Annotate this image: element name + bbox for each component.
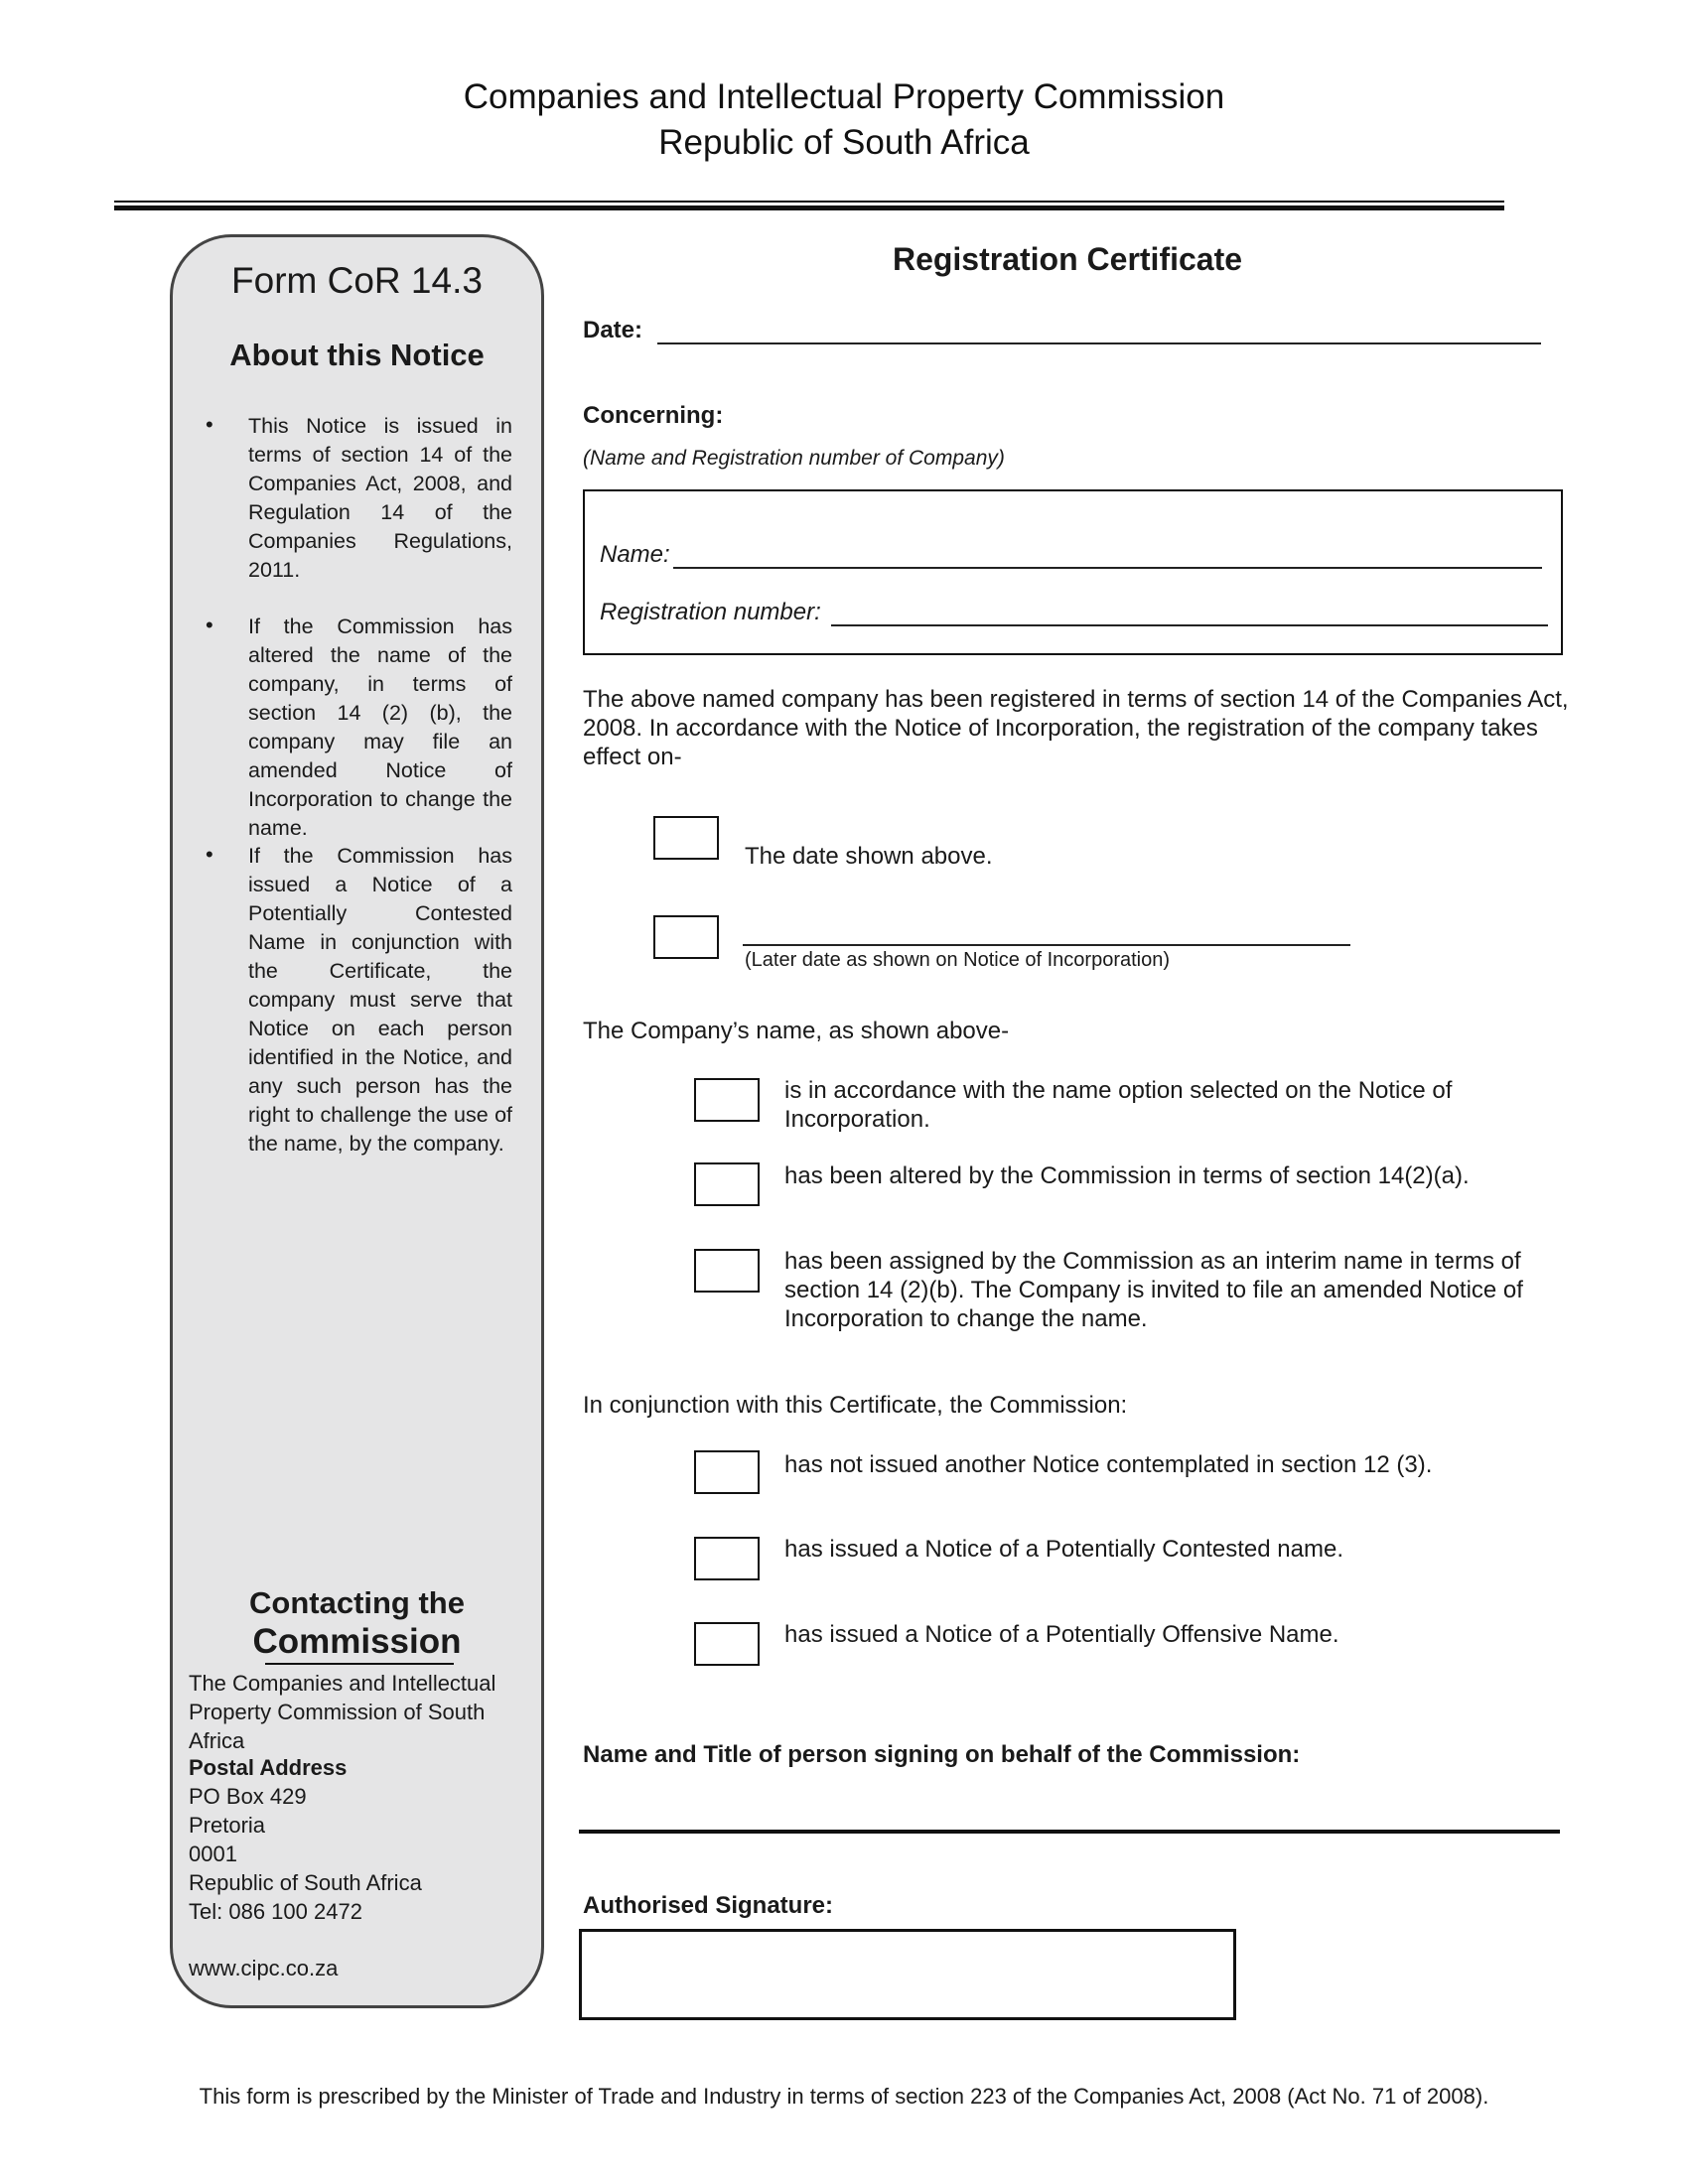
name-paragraph: The Company’s name, as shown above-	[583, 1018, 1010, 1044]
later-date-field[interactable]	[743, 944, 1350, 946]
header-rule-thick	[114, 205, 1504, 210]
note-3: If the Commission has issued a Notice of a Potentially Contested Name in conjunction with the Certificate, the company must serve that Notice on each person identified in the Notice, and any such person has the right to challenge the use of the name, by the company.	[248, 844, 512, 1156]
postal-address	[189, 1782, 422, 1926]
name-option-altered-label: has been altered by the Commission in terms of section 14(2)(a).	[784, 1162, 1470, 1189]
note-2: If the Commission has altered the name of the company, in terms of section 14 (2) (b), the company may file an amended Notice of Incorporation to change the name.	[248, 614, 512, 840]
name-option-accordance-checkbox[interactable]	[694, 1078, 760, 1122]
commission-paragraph: In conjunction with this Certificate, the Commission:	[583, 1392, 1128, 1419]
commission-option-offensive-checkbox[interactable]	[694, 1622, 760, 1666]
certificate-title: Registration Certificate	[892, 241, 1243, 277]
address-line: Republic of South Africa	[189, 1870, 422, 1895]
website: www.cipc.co.za	[189, 1956, 339, 1980]
later-date-hint: (Later date as shown on Notice of Incorporation)	[745, 949, 1171, 971]
name-label: Name:	[600, 541, 670, 568]
name-field[interactable]	[673, 567, 1542, 569]
date-field[interactable]	[657, 342, 1541, 344]
address-line: 0001	[189, 1842, 237, 1866]
date-label: Date:	[583, 317, 643, 343]
effect-date-shown-label: The date shown above.	[745, 843, 993, 870]
address-line: Tel: 086 100 2472	[189, 1899, 362, 1924]
registration-number-field[interactable]	[831, 624, 1548, 626]
header-line2: Republic of South Africa	[658, 123, 1030, 162]
commission-option-contested-label: has issued a Notice of a Potentially Contested name.	[784, 1536, 1343, 1563]
signature-box[interactable]	[579, 1929, 1236, 2020]
effect-date-shown-checkbox[interactable]	[653, 816, 719, 860]
header-line1: Companies and Intellectual Property Commission	[463, 77, 1225, 116]
address-line: PO Box 429	[189, 1784, 307, 1809]
header-rule-thin	[114, 201, 1504, 203]
company-details-box	[583, 489, 1563, 655]
bullet-icon: •	[206, 842, 213, 867]
registration-label: Registration number:	[600, 599, 821, 625]
bullet-icon: •	[206, 412, 213, 437]
note-1: This Notice is issued in terms of section 14 of the Companies Act, 2008, and Regulation 14 of the Companies Regulations, 2011.	[248, 414, 512, 582]
commission-option-offensive-label: has issued a Notice of a Potentially Offensive Name.	[784, 1621, 1339, 1648]
signer-field[interactable]	[579, 1830, 1560, 1834]
registered-paragraph: The above named company has been registered in terms of section 14 of the Companies Act, 2008. In accordance with the Notice of Incorporation, the registration of the company takes effect on-	[583, 686, 1569, 770]
signature-label: Authorised Signature:	[583, 1892, 834, 1919]
commission-option-not-issued-checkbox[interactable]	[694, 1450, 760, 1494]
effect-later-date-checkbox[interactable]	[653, 915, 719, 959]
name-option-accordance-label: is in accordance with the name option selected on the Notice of Incorporation.	[784, 1077, 1453, 1133]
name-option-interim-checkbox[interactable]	[694, 1249, 760, 1293]
contact-heading-line2: Commission	[252, 1622, 462, 1661]
contact-heading-underline	[265, 1663, 454, 1665]
about-title: About this Notice	[229, 338, 485, 372]
contact-heading-line1: Contacting the	[249, 1585, 465, 1620]
commission-option-not-issued-label: has not issued another Notice contemplated in section 12 (3).	[784, 1451, 1433, 1478]
signer-label: Name and Title of person signing on behalf of the Commission:	[583, 1741, 1301, 1768]
commission-option-contested-checkbox[interactable]	[694, 1537, 760, 1580]
name-option-altered-checkbox[interactable]	[694, 1162, 760, 1206]
footer-note: This form is prescribed by the Minister of Trade and Industry in terms of section 223 of the Companies Act, 2008 (Act No. 71 of 2008).	[199, 2084, 1489, 2109]
postal-heading: Postal Address	[189, 1755, 348, 1780]
concerning-hint: (Name and Registration number of Company)	[583, 447, 1005, 470]
address-line: Pretoria	[189, 1813, 266, 1838]
org-name: The Companies and Intellectual Property Commission of South Africa	[189, 1671, 496, 1753]
form-code: Form CoR 14.3	[231, 260, 483, 301]
bullet-icon: •	[206, 613, 213, 637]
name-option-interim-label: has been assigned by the Commission as an interim name in terms of section 14 (2)(b). The Company is invited to file an amended Notice of Incorporation to change the name.	[784, 1248, 1523, 1332]
concerning-label: Concerning:	[583, 402, 724, 429]
